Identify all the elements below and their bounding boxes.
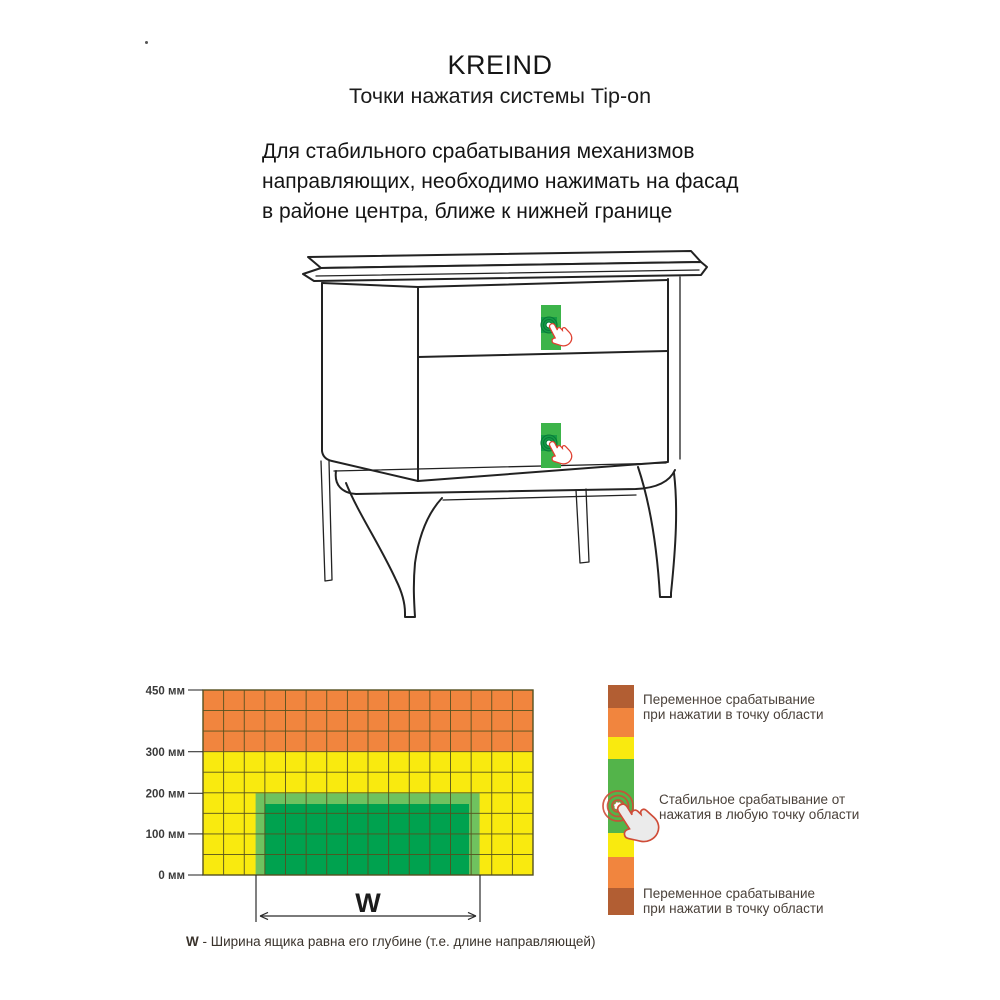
- stray-dot-mark: [145, 41, 148, 44]
- tick-label-300: 300 мм: [145, 747, 185, 759]
- intro-paragraph: [262, 137, 782, 227]
- caption-w: W: [186, 934, 199, 949]
- drawer-divider: [418, 351, 668, 357]
- width-label: W: [355, 888, 381, 918]
- page-subtitle: Точки нажатия системы Tip-on: [348, 84, 652, 108]
- tick-label-100: 100 мм: [145, 829, 185, 841]
- back-rail-line: [443, 495, 636, 500]
- back-left-leg: [321, 461, 332, 581]
- legend-item-variable-top: [643, 692, 824, 722]
- press-point-upper: [541, 305, 574, 350]
- chart-caption: [186, 934, 595, 949]
- legend-line: при нажатии в точку области: [643, 707, 824, 722]
- drawer-top-edge: [418, 280, 668, 287]
- tick-label-450: 450 мм: [145, 685, 185, 698]
- legend-item-stable: [659, 792, 859, 822]
- legend-line: при нажатии в точку области: [643, 901, 824, 916]
- side-panel-top-edge: [322, 283, 418, 287]
- back-right-leg: [576, 489, 589, 563]
- intro-line-2: направляющих, необходимо нажимать на фасад: [262, 170, 739, 193]
- legend-seg-yellow-top: [608, 737, 634, 759]
- side-panel-left-edge: [322, 283, 418, 481]
- axis-ticks: [188, 690, 203, 875]
- intro-line-3: в районе центра, ближе к нижней границе: [262, 200, 673, 223]
- legend-item-variable-bottom: [643, 886, 824, 916]
- tick-label-200: 200 мм: [145, 788, 185, 801]
- caption-text: - Ширина ящика равна его глубине (т.е. длине направляющей): [198, 934, 596, 949]
- legend-line: Переменное срабатывание: [643, 886, 816, 901]
- press-point-lower: [541, 423, 574, 468]
- legend-line: нажатия в любую точку области: [659, 807, 860, 822]
- legend-press-hand-icon: [585, 768, 705, 878]
- front-left-leg: [346, 483, 442, 617]
- base-rail-top-edge: [334, 463, 666, 471]
- intro-line-1: Для стабильного срабатывания механизмов: [262, 140, 695, 163]
- legend-line: Стабильное срабатывание от: [659, 792, 846, 807]
- legend-line: Переменное срабатывание: [643, 692, 816, 707]
- nightstand-drawing: [200, 245, 720, 645]
- tick-label-0: 0 мм: [158, 870, 185, 882]
- front-right-leg: [638, 467, 676, 597]
- zone-green-inner: [265, 804, 469, 875]
- legend-seg-orange-top: [608, 708, 634, 737]
- legend-seg-brown-bottom: [608, 888, 634, 915]
- legend-seg-brown-top: [608, 685, 634, 708]
- brand-title: KREIND: [447, 50, 553, 80]
- press-zone-chart: [140, 670, 560, 960]
